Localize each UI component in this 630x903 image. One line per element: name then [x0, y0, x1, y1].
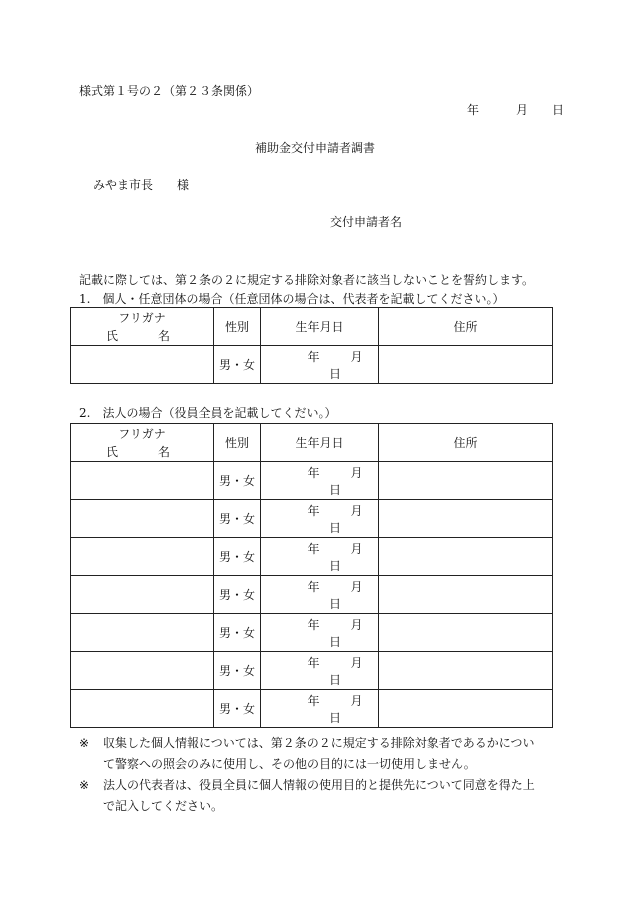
- address-field[interactable]: [379, 576, 553, 614]
- name-header-label: 氏 名: [105, 328, 184, 343]
- table-row: [71, 346, 553, 384]
- address-field[interactable]: [379, 614, 553, 652]
- birthdate-field[interactable]: [261, 652, 379, 690]
- name-header: [71, 308, 214, 346]
- birthdate-header: 生年月日: [261, 308, 379, 346]
- date-line: [467, 101, 564, 118]
- note-line: て警察への照会のみに使用し、その他の目的には一切使用しません。: [103, 757, 476, 771]
- birthdate-field[interactable]: [261, 500, 379, 538]
- day-unit: 日: [328, 596, 341, 611]
- note-line: 収集した個人情報については、第２条の２に規定する排除対象者であるかについ: [103, 736, 535, 750]
- table-row: [71, 652, 553, 690]
- table-row: [71, 576, 553, 614]
- day-unit: 日: [328, 366, 341, 381]
- name-field[interactable]: [71, 614, 214, 652]
- note-mark: ※: [79, 736, 90, 750]
- furigana-header: フリガナ: [118, 426, 166, 441]
- name-field[interactable]: [71, 652, 214, 690]
- gender-field[interactable]: 男・女: [214, 538, 261, 576]
- year-unit: 年: [307, 693, 320, 708]
- address-field[interactable]: [379, 462, 553, 500]
- gender-field[interactable]: 男・女: [214, 614, 261, 652]
- month-unit: 月: [350, 655, 363, 670]
- name-field[interactable]: [71, 690, 214, 728]
- year-unit: 年: [307, 655, 320, 670]
- gender-field[interactable]: 男・女: [214, 462, 261, 500]
- address-field[interactable]: [379, 500, 553, 538]
- section2-heading: 2. 法人の場合（役員全員を記載してくだい。）: [79, 406, 337, 420]
- month-unit: 月: [350, 465, 363, 480]
- year-unit: 年: [307, 579, 320, 594]
- year-unit: 年: [307, 465, 320, 480]
- individual-table: [70, 307, 553, 384]
- day-unit: 日: [328, 520, 341, 535]
- gender-header: 性別: [214, 424, 261, 462]
- birthdate-header: 生年月日: [261, 424, 379, 462]
- date-month-label: 月: [516, 103, 529, 117]
- year-unit: 年: [307, 617, 320, 632]
- birthdate-field[interactable]: [261, 462, 379, 500]
- gender-field[interactable]: 男・女: [214, 346, 261, 384]
- table-row: [71, 690, 553, 728]
- document-title: 補助金交付申請者調書: [254, 141, 375, 155]
- day-unit: 日: [328, 558, 341, 573]
- month-unit: 月: [350, 617, 363, 632]
- name-header-label: 氏 名: [105, 444, 184, 459]
- addressee: みやま市長 様: [93, 178, 190, 192]
- birthdate-field[interactable]: [261, 690, 379, 728]
- year-unit: 年: [307, 349, 320, 364]
- address-field[interactable]: [379, 652, 553, 690]
- name-field[interactable]: [71, 500, 214, 538]
- table-header-row: [71, 424, 553, 462]
- gender-field[interactable]: 男・女: [214, 576, 261, 614]
- note-line: で記入してください。: [103, 799, 224, 813]
- day-unit: 日: [328, 672, 341, 687]
- address-field[interactable]: [379, 538, 553, 576]
- month-unit: 月: [350, 693, 363, 708]
- day-unit: 日: [328, 482, 341, 497]
- birthdate-field[interactable]: [261, 576, 379, 614]
- table-row: [71, 538, 553, 576]
- birthdate-field[interactable]: [261, 614, 379, 652]
- address-field[interactable]: [379, 690, 553, 728]
- notes: [79, 733, 559, 817]
- name-field[interactable]: [71, 462, 214, 500]
- note-item: [79, 733, 559, 775]
- day-unit: 日: [328, 634, 341, 649]
- month-unit: 月: [350, 503, 363, 518]
- gender-field[interactable]: 男・女: [214, 652, 261, 690]
- note-item: [79, 775, 559, 817]
- address-header: 住所: [379, 308, 553, 346]
- date-day-label: 日: [552, 103, 565, 117]
- gender-field[interactable]: 男・女: [214, 500, 261, 538]
- address-header: 住所: [379, 424, 553, 462]
- note-mark: ※: [79, 778, 90, 792]
- pledge-statement: 記載に際しては、第２条の２に規定する排除対象者に該当しないことを誓約します。: [79, 273, 535, 287]
- year-unit: 年: [307, 541, 320, 556]
- year-unit: 年: [307, 503, 320, 518]
- table-row: [71, 614, 553, 652]
- day-unit: 日: [328, 710, 341, 725]
- note-line: 法人の代表者は、役員全員に個人情報の使用目的と提供先について同意を得た上: [103, 778, 535, 792]
- form-number: 様式第１号の２（第２３条関係）: [79, 84, 260, 98]
- table-row: [71, 462, 553, 500]
- furigana-header: フリガナ: [118, 310, 166, 325]
- birthdate-field[interactable]: [261, 538, 379, 576]
- name-header: [71, 424, 214, 462]
- gender-header: 性別: [214, 308, 261, 346]
- gender-field[interactable]: 男・女: [214, 690, 261, 728]
- name-field[interactable]: [71, 538, 214, 576]
- month-unit: 月: [350, 349, 363, 364]
- name-field[interactable]: [71, 576, 214, 614]
- table-header-row: [71, 308, 553, 346]
- month-unit: 月: [350, 579, 363, 594]
- month-unit: 月: [350, 541, 363, 556]
- corporation-table: [70, 423, 553, 728]
- date-year-label: 年: [467, 103, 480, 117]
- birthdate-field[interactable]: [261, 346, 379, 384]
- name-field[interactable]: [71, 346, 214, 384]
- section1-heading: 1. 個人・任意団体の場合（任意団体の場合は、代表者を記載してください。）: [79, 292, 505, 306]
- table-row: [71, 500, 553, 538]
- address-field[interactable]: [379, 346, 553, 384]
- applicant-name-label: 交付申請者名: [330, 215, 403, 229]
